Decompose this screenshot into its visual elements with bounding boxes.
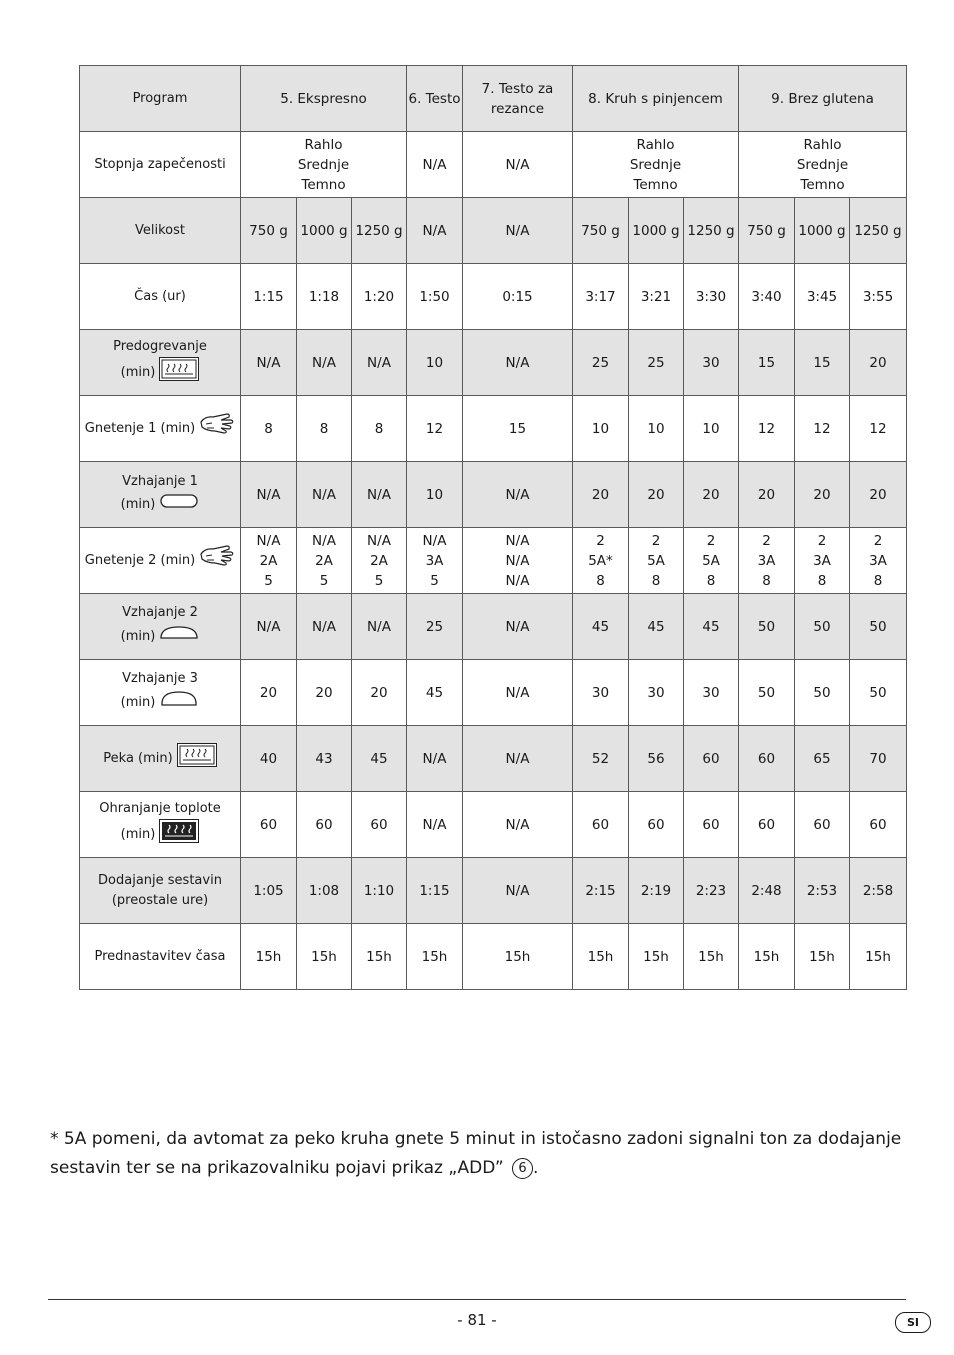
table-cell: 60 xyxy=(795,792,850,858)
table-cell: 750 g xyxy=(573,198,629,264)
dough-risen-icon xyxy=(159,623,199,650)
table-cell: 60 xyxy=(739,726,795,792)
footnote xyxy=(50,1125,910,1183)
table-cell: 1:15 xyxy=(407,858,463,924)
table-cell: N/A xyxy=(463,726,573,792)
table-cell: 20 xyxy=(739,462,795,528)
table-cell: 2 3A 8 xyxy=(795,528,850,594)
table-cell: 1:10 xyxy=(352,858,407,924)
table-cell: 45 xyxy=(407,660,463,726)
browning-row xyxy=(80,132,907,198)
row-label: Gnetenje 1 (min) xyxy=(84,421,196,436)
table-cell: 3:17 xyxy=(573,264,629,330)
table-cell: 15h xyxy=(629,924,684,990)
table-row xyxy=(80,792,907,858)
table-cell: 15 xyxy=(739,330,795,396)
table-cell: 65 xyxy=(795,726,850,792)
browning-p6: N/A xyxy=(407,132,463,198)
table-cell: 20 xyxy=(352,660,407,726)
table-cell: 50 xyxy=(850,660,907,726)
table-row xyxy=(80,594,907,660)
table-cell: 1000 g xyxy=(795,198,850,264)
table-cell: 50 xyxy=(795,660,850,726)
table-row xyxy=(80,660,907,726)
table-cell: 60 xyxy=(352,792,407,858)
table-cell: N/A xyxy=(407,726,463,792)
table-cell: N/A xyxy=(297,330,352,396)
row-label-cell xyxy=(80,198,241,264)
table-cell: 20 xyxy=(573,462,629,528)
table-cell: 60 xyxy=(297,792,352,858)
table-cell: 15h xyxy=(739,924,795,990)
table-cell: 3:55 xyxy=(850,264,907,330)
table-cell: 15h xyxy=(795,924,850,990)
browning-p8: Rahlo Srednje Temno xyxy=(573,132,739,198)
table-cell: 8 xyxy=(352,396,407,462)
row-label: Dodajanje sestavin (preostale ure) xyxy=(98,872,222,908)
row-label: Peka (min) xyxy=(103,751,173,766)
table-cell: 50 xyxy=(795,594,850,660)
table-cell: 30 xyxy=(573,660,629,726)
row-label: Velikost xyxy=(135,222,185,238)
table-cell: N/A xyxy=(463,792,573,858)
table-cell: N/A xyxy=(297,594,352,660)
table-cell: N/A xyxy=(352,330,407,396)
row-label-cell xyxy=(80,462,241,528)
table-cell: 15h xyxy=(573,924,629,990)
table-cell: 52 xyxy=(573,726,629,792)
language-badge: SI xyxy=(895,1312,931,1333)
table-cell: 1:05 xyxy=(241,858,297,924)
footnote-text: * 5A pomeni, da avtomat za peko kruha gnete 5 minut in istočasno zadoni signalni ton za dodajanje sestavin ter se na prikazovalniku pojavi prikaz „ADD” xyxy=(50,1129,902,1178)
table-cell: 1000 g xyxy=(629,198,684,264)
table-cell: 70 xyxy=(850,726,907,792)
table-cell: 25 xyxy=(629,330,684,396)
table-cell: 50 xyxy=(850,594,907,660)
table-cell: 0:15 xyxy=(463,264,573,330)
table-cell: 2 5A 8 xyxy=(684,528,739,594)
table-cell: 3:40 xyxy=(739,264,795,330)
table-cell: 12 xyxy=(407,396,463,462)
row-label: Vzhajanje 1 (min) xyxy=(120,474,198,512)
table-cell: N/A xyxy=(463,660,573,726)
table-cell: 2:23 xyxy=(684,858,739,924)
table-row xyxy=(80,528,907,594)
table-cell: N/A xyxy=(297,462,352,528)
table-cell: 45 xyxy=(629,594,684,660)
table-row xyxy=(80,330,907,396)
page-number: - 81 - xyxy=(457,1311,497,1329)
table-cell: N/A xyxy=(352,462,407,528)
table-cell: 2 3A 8 xyxy=(850,528,907,594)
table-cell: 15 xyxy=(795,330,850,396)
table-cell: 10 xyxy=(407,462,463,528)
table-cell: N/A xyxy=(241,594,297,660)
table-cell: 30 xyxy=(629,660,684,726)
table-cell: 20 xyxy=(795,462,850,528)
table-cell: 2:58 xyxy=(850,858,907,924)
table-row xyxy=(80,858,907,924)
table-cell: 10 xyxy=(573,396,629,462)
table-cell: 45 xyxy=(573,594,629,660)
table-cell: 20 xyxy=(684,462,739,528)
row-label-cell xyxy=(80,396,241,462)
footer-rule xyxy=(48,1299,906,1300)
table-cell: N/A xyxy=(463,198,573,264)
table-cell: 1:18 xyxy=(297,264,352,330)
browning-p7: N/A xyxy=(463,132,573,198)
table-cell: 56 xyxy=(629,726,684,792)
table-cell: N/A xyxy=(407,198,463,264)
header-program-7: 7. Testo za rezance xyxy=(463,66,573,132)
row-label-cell xyxy=(80,594,241,660)
table-cell: N/A xyxy=(463,462,573,528)
program-table xyxy=(79,65,907,990)
dough-high-icon xyxy=(159,689,199,716)
table-cell: N/A xyxy=(463,858,573,924)
row-label: Vzhajanje 3 (min) xyxy=(120,671,198,710)
table-cell: 10 xyxy=(629,396,684,462)
table-row xyxy=(80,726,907,792)
table-cell: N/A xyxy=(241,330,297,396)
table-cell: 30 xyxy=(684,330,739,396)
header-program-9: 9. Brez glutena xyxy=(739,66,907,132)
table-cell: 2:19 xyxy=(629,858,684,924)
table-row xyxy=(80,264,907,330)
table-cell: 15h xyxy=(352,924,407,990)
table-cell: N/A xyxy=(463,594,573,660)
heat-icon xyxy=(159,357,199,388)
table-cell: 12 xyxy=(850,396,907,462)
table-cell: 25 xyxy=(573,330,629,396)
table-cell: 2:15 xyxy=(573,858,629,924)
table-cell: 40 xyxy=(241,726,297,792)
kneading-hand-icon xyxy=(199,544,235,577)
table-cell: 8 xyxy=(297,396,352,462)
row-label-cell xyxy=(80,858,241,924)
table-cell: 60 xyxy=(739,792,795,858)
table-cell: 15h xyxy=(297,924,352,990)
table-cell: 20 xyxy=(850,330,907,396)
table-cell: 60 xyxy=(850,792,907,858)
table-cell: 15h xyxy=(463,924,573,990)
kneading-hand-icon xyxy=(199,412,235,445)
table-cell: 60 xyxy=(629,792,684,858)
table-cell: 45 xyxy=(352,726,407,792)
table-cell: 15h xyxy=(407,924,463,990)
browning-p5: Rahlo Srednje Temno xyxy=(241,132,407,198)
table-cell: N/A 2A 5 xyxy=(297,528,352,594)
table-cell: 12 xyxy=(795,396,850,462)
header-row xyxy=(80,66,907,132)
table-cell: 25 xyxy=(407,594,463,660)
header-program-5: 5. Ekspresno xyxy=(241,66,407,132)
table-cell: 60 xyxy=(573,792,629,858)
table-row xyxy=(80,198,907,264)
table-row xyxy=(80,396,907,462)
row-label: Predogrevanje (min) xyxy=(113,339,207,380)
row-label: Prednastavitev časa xyxy=(94,948,226,964)
table-cell: 2:48 xyxy=(739,858,795,924)
table-cell: 15 xyxy=(463,396,573,462)
table-cell: 1:50 xyxy=(407,264,463,330)
table-cell: 60 xyxy=(684,792,739,858)
row-label-cell xyxy=(80,528,241,594)
table-cell: N/A xyxy=(352,594,407,660)
table-cell: 3:45 xyxy=(795,264,850,330)
table-cell: N/A 2A 5 xyxy=(241,528,297,594)
table-cell: 45 xyxy=(684,594,739,660)
header-program-6: 6. Testo xyxy=(407,66,463,132)
table-cell: 1:15 xyxy=(241,264,297,330)
table-cell: N/A xyxy=(241,462,297,528)
table-cell: 1:20 xyxy=(352,264,407,330)
table-cell: 2 5A 8 xyxy=(629,528,684,594)
table-cell: 10 xyxy=(407,330,463,396)
table-cell: 2 5A* 8 xyxy=(573,528,629,594)
dough-flat-icon xyxy=(159,492,199,517)
table-cell: 50 xyxy=(739,594,795,660)
table-cell: 750 g xyxy=(739,198,795,264)
row-label-cell xyxy=(80,660,241,726)
row-label-cell xyxy=(80,330,241,396)
browning-label: Stopnja zapečenosti xyxy=(80,132,241,198)
display-ref-circle: 6 xyxy=(512,1158,533,1179)
table-row xyxy=(80,462,907,528)
row-label-cell xyxy=(80,726,241,792)
row-label-cell xyxy=(80,924,241,990)
table-cell: 2:53 xyxy=(795,858,850,924)
table-cell: 1250 g xyxy=(684,198,739,264)
table-cell: 20 xyxy=(850,462,907,528)
table-cell: 60 xyxy=(241,792,297,858)
table-row xyxy=(80,924,907,990)
table-cell: 3:30 xyxy=(684,264,739,330)
table-cell: 1:08 xyxy=(297,858,352,924)
bake-icon xyxy=(177,743,217,774)
table-cell: 20 xyxy=(297,660,352,726)
table-cell: 750 g xyxy=(241,198,297,264)
table-cell: 15h xyxy=(241,924,297,990)
table-cell: N/A xyxy=(463,330,573,396)
table-cell: 1250 g xyxy=(352,198,407,264)
footnote-end: . xyxy=(533,1158,539,1178)
header-program: Program xyxy=(80,66,241,132)
table-cell: 50 xyxy=(739,660,795,726)
header-program-8: 8. Kruh s pinjencem xyxy=(573,66,739,132)
table-cell: 30 xyxy=(684,660,739,726)
table-cell: N/A 2A 5 xyxy=(352,528,407,594)
browning-p9: Rahlo Srednje Temno xyxy=(739,132,907,198)
table-cell: 10 xyxy=(684,396,739,462)
row-label-cell xyxy=(80,264,241,330)
table-cell: N/A N/A N/A xyxy=(463,528,573,594)
table-cell: 1000 g xyxy=(297,198,352,264)
row-label: Ohranjanje toplote (min) xyxy=(99,801,221,842)
table-cell: 1250 g xyxy=(850,198,907,264)
row-label: Gnetenje 2 (min) xyxy=(84,553,196,568)
keep-warm-icon xyxy=(159,819,199,850)
table-cell: N/A xyxy=(407,792,463,858)
table-cell: N/A 3A 5 xyxy=(407,528,463,594)
table-cell: 12 xyxy=(739,396,795,462)
row-label-cell xyxy=(80,792,241,858)
table-cell: 20 xyxy=(241,660,297,726)
table-cell: 43 xyxy=(297,726,352,792)
program-table-body xyxy=(80,66,907,990)
table-cell: 3:21 xyxy=(629,264,684,330)
table-cell: 15h xyxy=(850,924,907,990)
table-cell: 15h xyxy=(684,924,739,990)
table-cell: 60 xyxy=(684,726,739,792)
table-cell: 8 xyxy=(241,396,297,462)
table-cell: 2 3A 8 xyxy=(739,528,795,594)
table-cell: 20 xyxy=(629,462,684,528)
row-label: Čas (ur) xyxy=(134,288,186,304)
row-label: Vzhajanje 2 (min) xyxy=(120,605,198,644)
